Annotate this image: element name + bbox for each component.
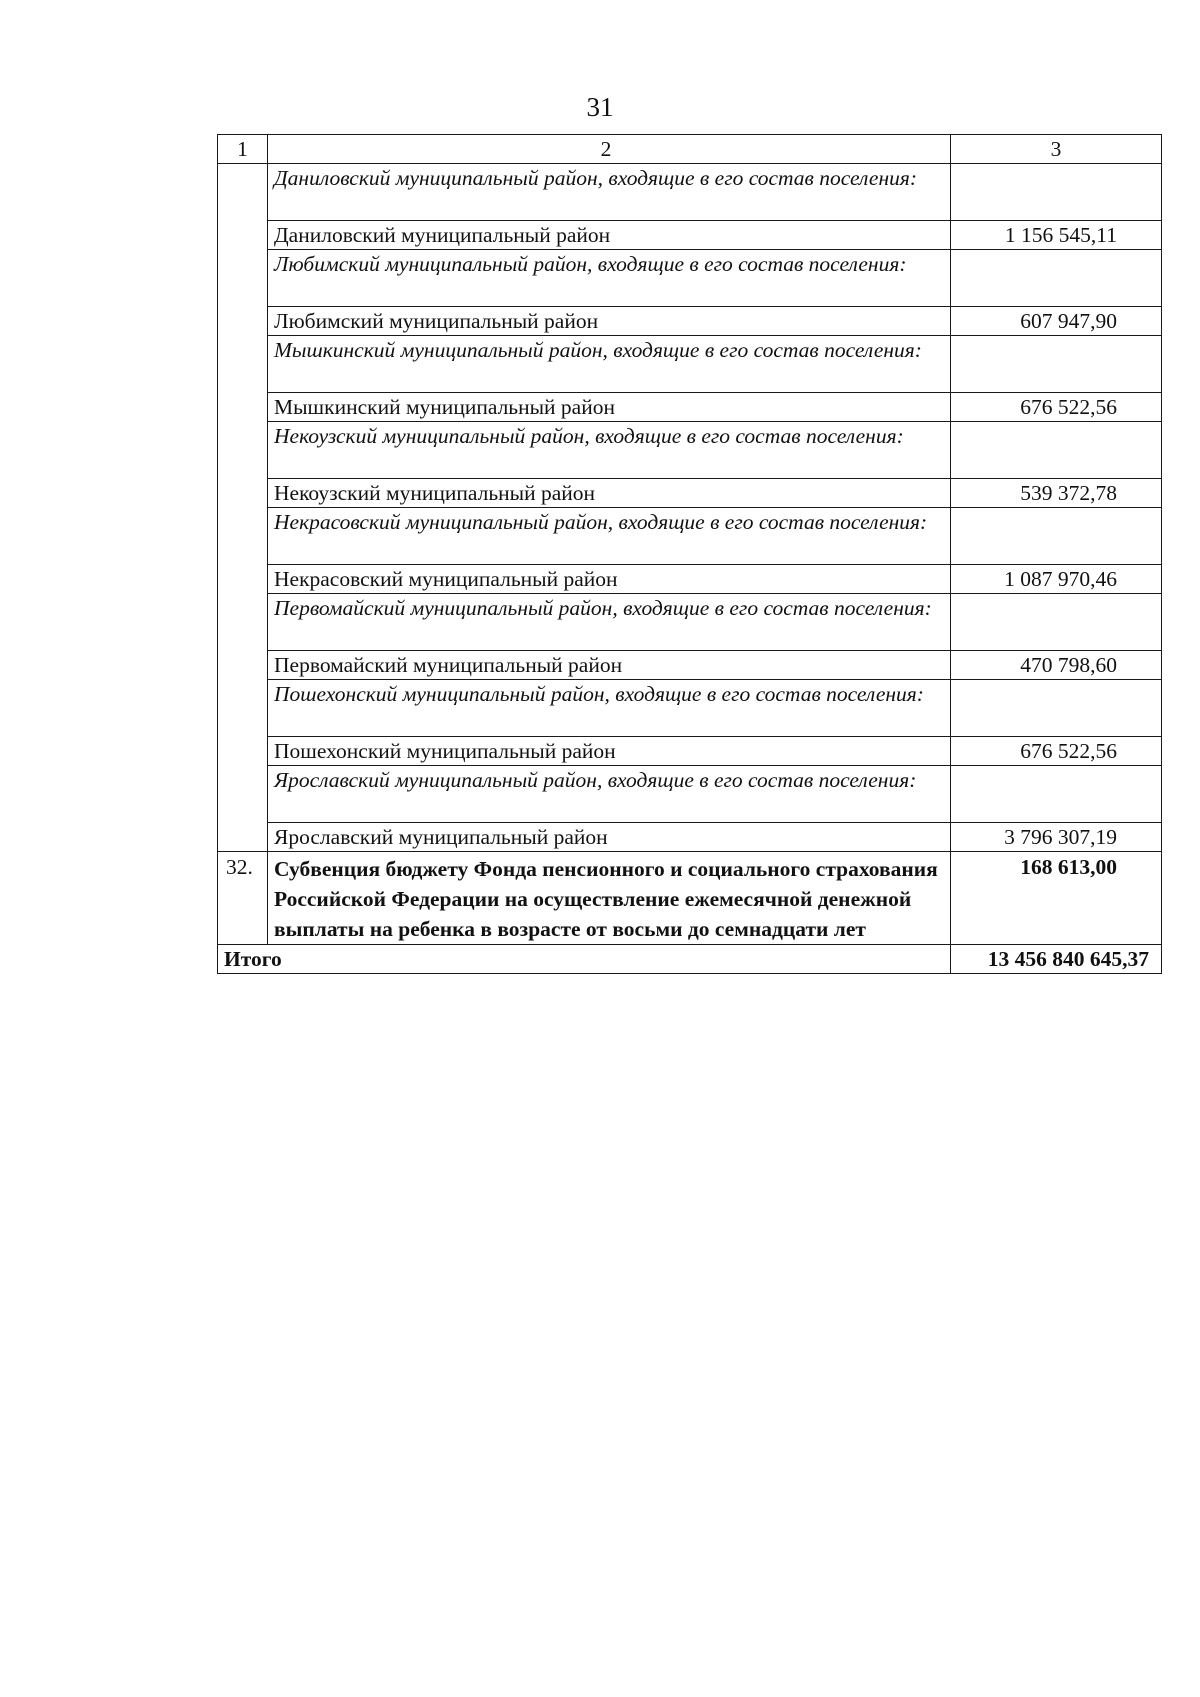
group-label: Пошехонский муниципальный район, входящие в его состав поселения: xyxy=(268,680,951,737)
empty-amount-cell xyxy=(951,766,1162,823)
group-label: Даниловский муниципальный район, входящие в его состав поселения: xyxy=(268,164,951,221)
district-amount: 607 947,90 xyxy=(951,307,1162,336)
district-name: Пошехонский муниципальный район xyxy=(268,737,951,766)
total-amount: 13 456 840 645,37 xyxy=(951,945,1162,974)
district-amount: 539 372,78 xyxy=(951,479,1162,508)
district-row xyxy=(218,823,1162,852)
district-row xyxy=(218,565,1162,594)
empty-amount-cell xyxy=(951,680,1162,737)
district-row xyxy=(218,307,1162,336)
empty-amount-cell xyxy=(951,250,1162,307)
district-amount: 676 522,56 xyxy=(951,737,1162,766)
header-col-2: 2 xyxy=(268,135,951,164)
group-label: Мышкинский муниципальный район, входящие в его состав поселения: xyxy=(268,336,951,393)
district-amount: 470 798,60 xyxy=(951,651,1162,680)
total-label: Итого xyxy=(218,945,951,974)
group-label: Любимский муниципальный район, входящие в его состав поселения: xyxy=(268,250,951,307)
group-label-row xyxy=(218,336,1162,393)
district-name: Некоузский муниципальный район xyxy=(268,479,951,508)
district-name: Ярославский муниципальный район xyxy=(268,823,951,852)
group-label-row xyxy=(218,508,1162,565)
header-col-3: 3 xyxy=(951,135,1162,164)
total-row xyxy=(218,945,1162,974)
item-index: 32. xyxy=(218,852,268,945)
group-label-row xyxy=(218,594,1162,651)
header-col-1: 1 xyxy=(218,135,268,164)
empty-amount-cell xyxy=(951,422,1162,479)
group-label-row xyxy=(218,422,1162,479)
table-body xyxy=(218,135,1162,974)
table-header-row xyxy=(218,135,1162,164)
page-number: 31 xyxy=(586,92,614,122)
group-label: Первомайский муниципальный район, входящие в его состав поселения: xyxy=(268,594,951,651)
group-label-row xyxy=(218,680,1162,737)
group-label-row xyxy=(218,164,1162,221)
empty-amount-cell xyxy=(951,164,1162,221)
district-amount: 676 522,56 xyxy=(951,393,1162,422)
district-row xyxy=(218,479,1162,508)
group-label: Некоузский муниципальный район, входящие в его состав поселения: xyxy=(268,422,951,479)
district-amount: 3 796 307,19 xyxy=(951,823,1162,852)
merged-index-cell xyxy=(218,164,268,852)
item-32-row xyxy=(218,852,1162,945)
item-text: Субвенция бюджету Фонда пенсионного и социального страхования Российской Федерации на осуществление ежемесячной денежной выплаты на ребенка в возрасте от восьми до семнадцати лет xyxy=(268,852,951,945)
empty-amount-cell xyxy=(951,336,1162,393)
district-name: Любимский муниципальный район xyxy=(268,307,951,336)
district-row xyxy=(218,737,1162,766)
district-name: Первомайский муниципальный район xyxy=(268,651,951,680)
group-label-row xyxy=(218,766,1162,823)
group-label: Некрасовский муниципальный район, входящие в его состав поселения: xyxy=(268,508,951,565)
district-amount: 1 087 970,46 xyxy=(951,565,1162,594)
district-name: Некрасовский муниципальный район xyxy=(268,565,951,594)
district-name: Мышкинский муниципальный район xyxy=(268,393,951,422)
district-row xyxy=(218,393,1162,422)
district-row xyxy=(218,651,1162,680)
empty-amount-cell xyxy=(951,508,1162,565)
empty-amount-cell xyxy=(951,594,1162,651)
group-label: Ярославский муниципальный район, входящие в его состав поселения: xyxy=(268,766,951,823)
district-row xyxy=(218,221,1162,250)
district-amount: 1 156 545,11 xyxy=(951,221,1162,250)
district-name: Даниловский муниципальный район xyxy=(268,221,951,250)
item-amount: 168 613,00 xyxy=(951,852,1162,945)
group-label-row xyxy=(218,250,1162,307)
subvention-table xyxy=(217,134,1162,974)
